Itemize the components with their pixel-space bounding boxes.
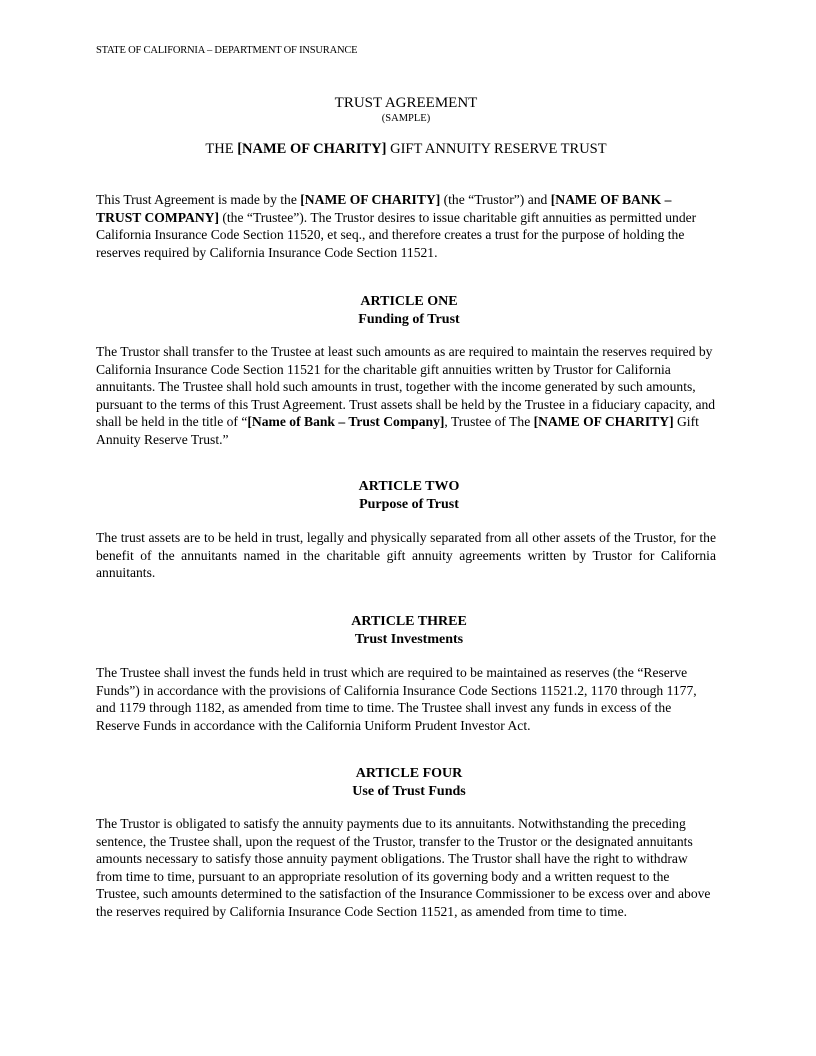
article-four-number: ARTICLE FOUR [355, 766, 463, 781]
trust-name-suffix: GIFT ANNUITY RESERVE TRUST [386, 141, 607, 157]
article-four-heading: Use of Trust Funds [352, 783, 466, 799]
trust-name [96, 141, 716, 158]
article-three-number: ARTICLE THREE [351, 614, 467, 629]
article-one-header [96, 293, 722, 328]
intro-text-2: (the “Trustor”) and [440, 192, 551, 207]
intro-text-1: This Trust Agreement is made by the [96, 192, 301, 207]
article-one-text-1: The Trustor shall transfer to the Trustee at least such amounts as are required to maintain the reserves required by California Insurance Code Section 11521 for the charitable gift annuities written by Trustor for California annuitants. The Trustee shall hold such amounts in trust, together with the income generated by such amounts, pursuant to the terms of this Trust Agreement. Trust assets shall be held by the Trustee in a fiduciary capacity, and shall be held in the title of “ [96, 344, 716, 429]
agency-header: STATE OF CALIFORNIA – DEPARTMENT OF INSURANCE [96, 45, 358, 56]
article-one-charity: [NAME OF CHARITY] [533, 414, 674, 429]
article-three-body: The Trustee shall invest the funds held in trust which are required to be maintained as reserves (the “Reserve Funds”) in accordance with the provisions of California Insurance Code Sections 11521.2, 1170 through 1177, and 1179 through 1182, as amended from time to time. The Trustee shall invest any funds in excess of the Reserve Funds in accordance with the California Uniform Prudent Investor Act. [96, 665, 697, 733]
article-one-text-2: , Trustee of The [444, 414, 534, 429]
trust-name-prefix: THE [205, 141, 238, 157]
article-one-text-3: Gift Annuity Reserve Trust.” [96, 414, 699, 447]
intro-paragraph [96, 191, 716, 261]
trust-name-charity: [NAME OF CHARITY] [237, 141, 387, 157]
article-one-body [96, 343, 716, 448]
intro-charity: [NAME OF CHARITY] [300, 192, 441, 207]
sample-label: (SAMPLE) [381, 113, 431, 124]
article-one-number: ARTICLE ONE [360, 294, 458, 309]
article-four-body: The Trustor is obligated to satisfy the annuity payments due to its annuitants. Notwithstanding the preceding sentence, the Trustee shall, upon the request of the Trustor, transfer to the Trustor or the designated annuitants amounts necessary to satisfy those annuity payment obligations. The Trustor shall have the right to withdraw from time to time, pursuant to an appropriate resolution of its governing body and a written request to the Trustee, such amounts determined to the satisfaction of the Insurance Commissioner to be excess over and above the reserves required by California Insurance Code Section 11521, as amended from time to time. [96, 816, 711, 919]
intro-text-3: (the “Trustee”). The Trustor desires to issue charitable gift annuities as permitted under California Insurance Code Section 11520, et seq., and therefore creates a trust for the purpose of holding the reserves required by California Insurance Code Section 11521. [96, 209, 697, 260]
document-title: TRUST AGREEMENT [334, 95, 478, 111]
article-four-header [96, 765, 722, 800]
article-two-body: The trust assets are to be held in trust, legally and physically separated from all other assets of the Trustor, for the benefit of the annuitants named in the charitable gift annuity agreements written by Trustor for California annuitants. [96, 530, 716, 580]
article-three-header [96, 613, 722, 648]
article-one-bank: [Name of Bank – Trust Company] [247, 414, 445, 429]
article-two-number: ARTICLE TWO [358, 479, 460, 494]
article-two-header [96, 478, 722, 513]
intro-bank: [NAME OF BANK – TRUST COMPANY] [96, 192, 672, 225]
article-two-heading: Purpose of Trust [359, 496, 459, 512]
article-three-heading: Trust Investments [354, 631, 464, 647]
article-one-heading: Funding of Trust [358, 311, 460, 327]
